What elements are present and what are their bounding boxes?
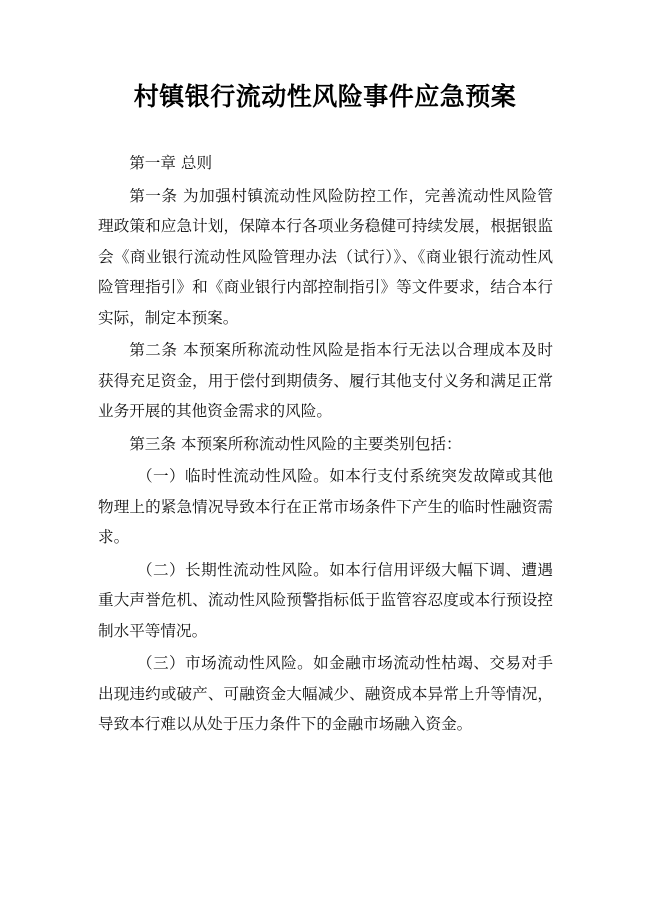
document-body: [98, 148, 553, 742]
chapter-heading: 第一章 总则: [129, 154, 213, 172]
article-1: 第一条 为加强村镇流动性风险防控工作，完善流动性风险管理政策和应急计划，保障本行各项业务稳健可持续发展，根据银监会《商业银行流动性风险管理办法（试行）》、《商业银行流动性风险管理指引》和《商业银行内部控制指引》等文件要求，结合本行实际，制定本预案。: [98, 186, 553, 327]
document-title: 村镇银行流动性风险事件应急预案: [133, 82, 517, 111]
risk-type-2: （二）长期性流动性风险。如本行信用评级大幅下调、遭遇重大声誉危机、流动性风险预警指标低于监管容忍度或本行预设控制水平等情况。: [98, 560, 553, 640]
risk-type-3: （三）市场流动性风险。如金融市场流动性枯竭、交易对手出现违约或破产、可融资金大幅减少、融资成本异常上升等情况，导致本行难以从处于压力条件下的金融市场融入资金。: [98, 654, 553, 733]
article-2: 第二条 本预案所称流动性风险是指本行无法以合理成本及时获得充足资金，用于偿付到期债务、履行其他支付义务和满足正常业务开展的其他资金需求的风险。: [98, 341, 553, 420]
article-3: 第三条 本预案所称流动性风险的主要类别包括：: [129, 434, 462, 453]
risk-type-1: （一）临时性流动性风险。如本行支付系统突发故障或其他物理上的紧急情况导致本行在正常市场条件下产生的临时性融资需求。: [98, 467, 553, 546]
